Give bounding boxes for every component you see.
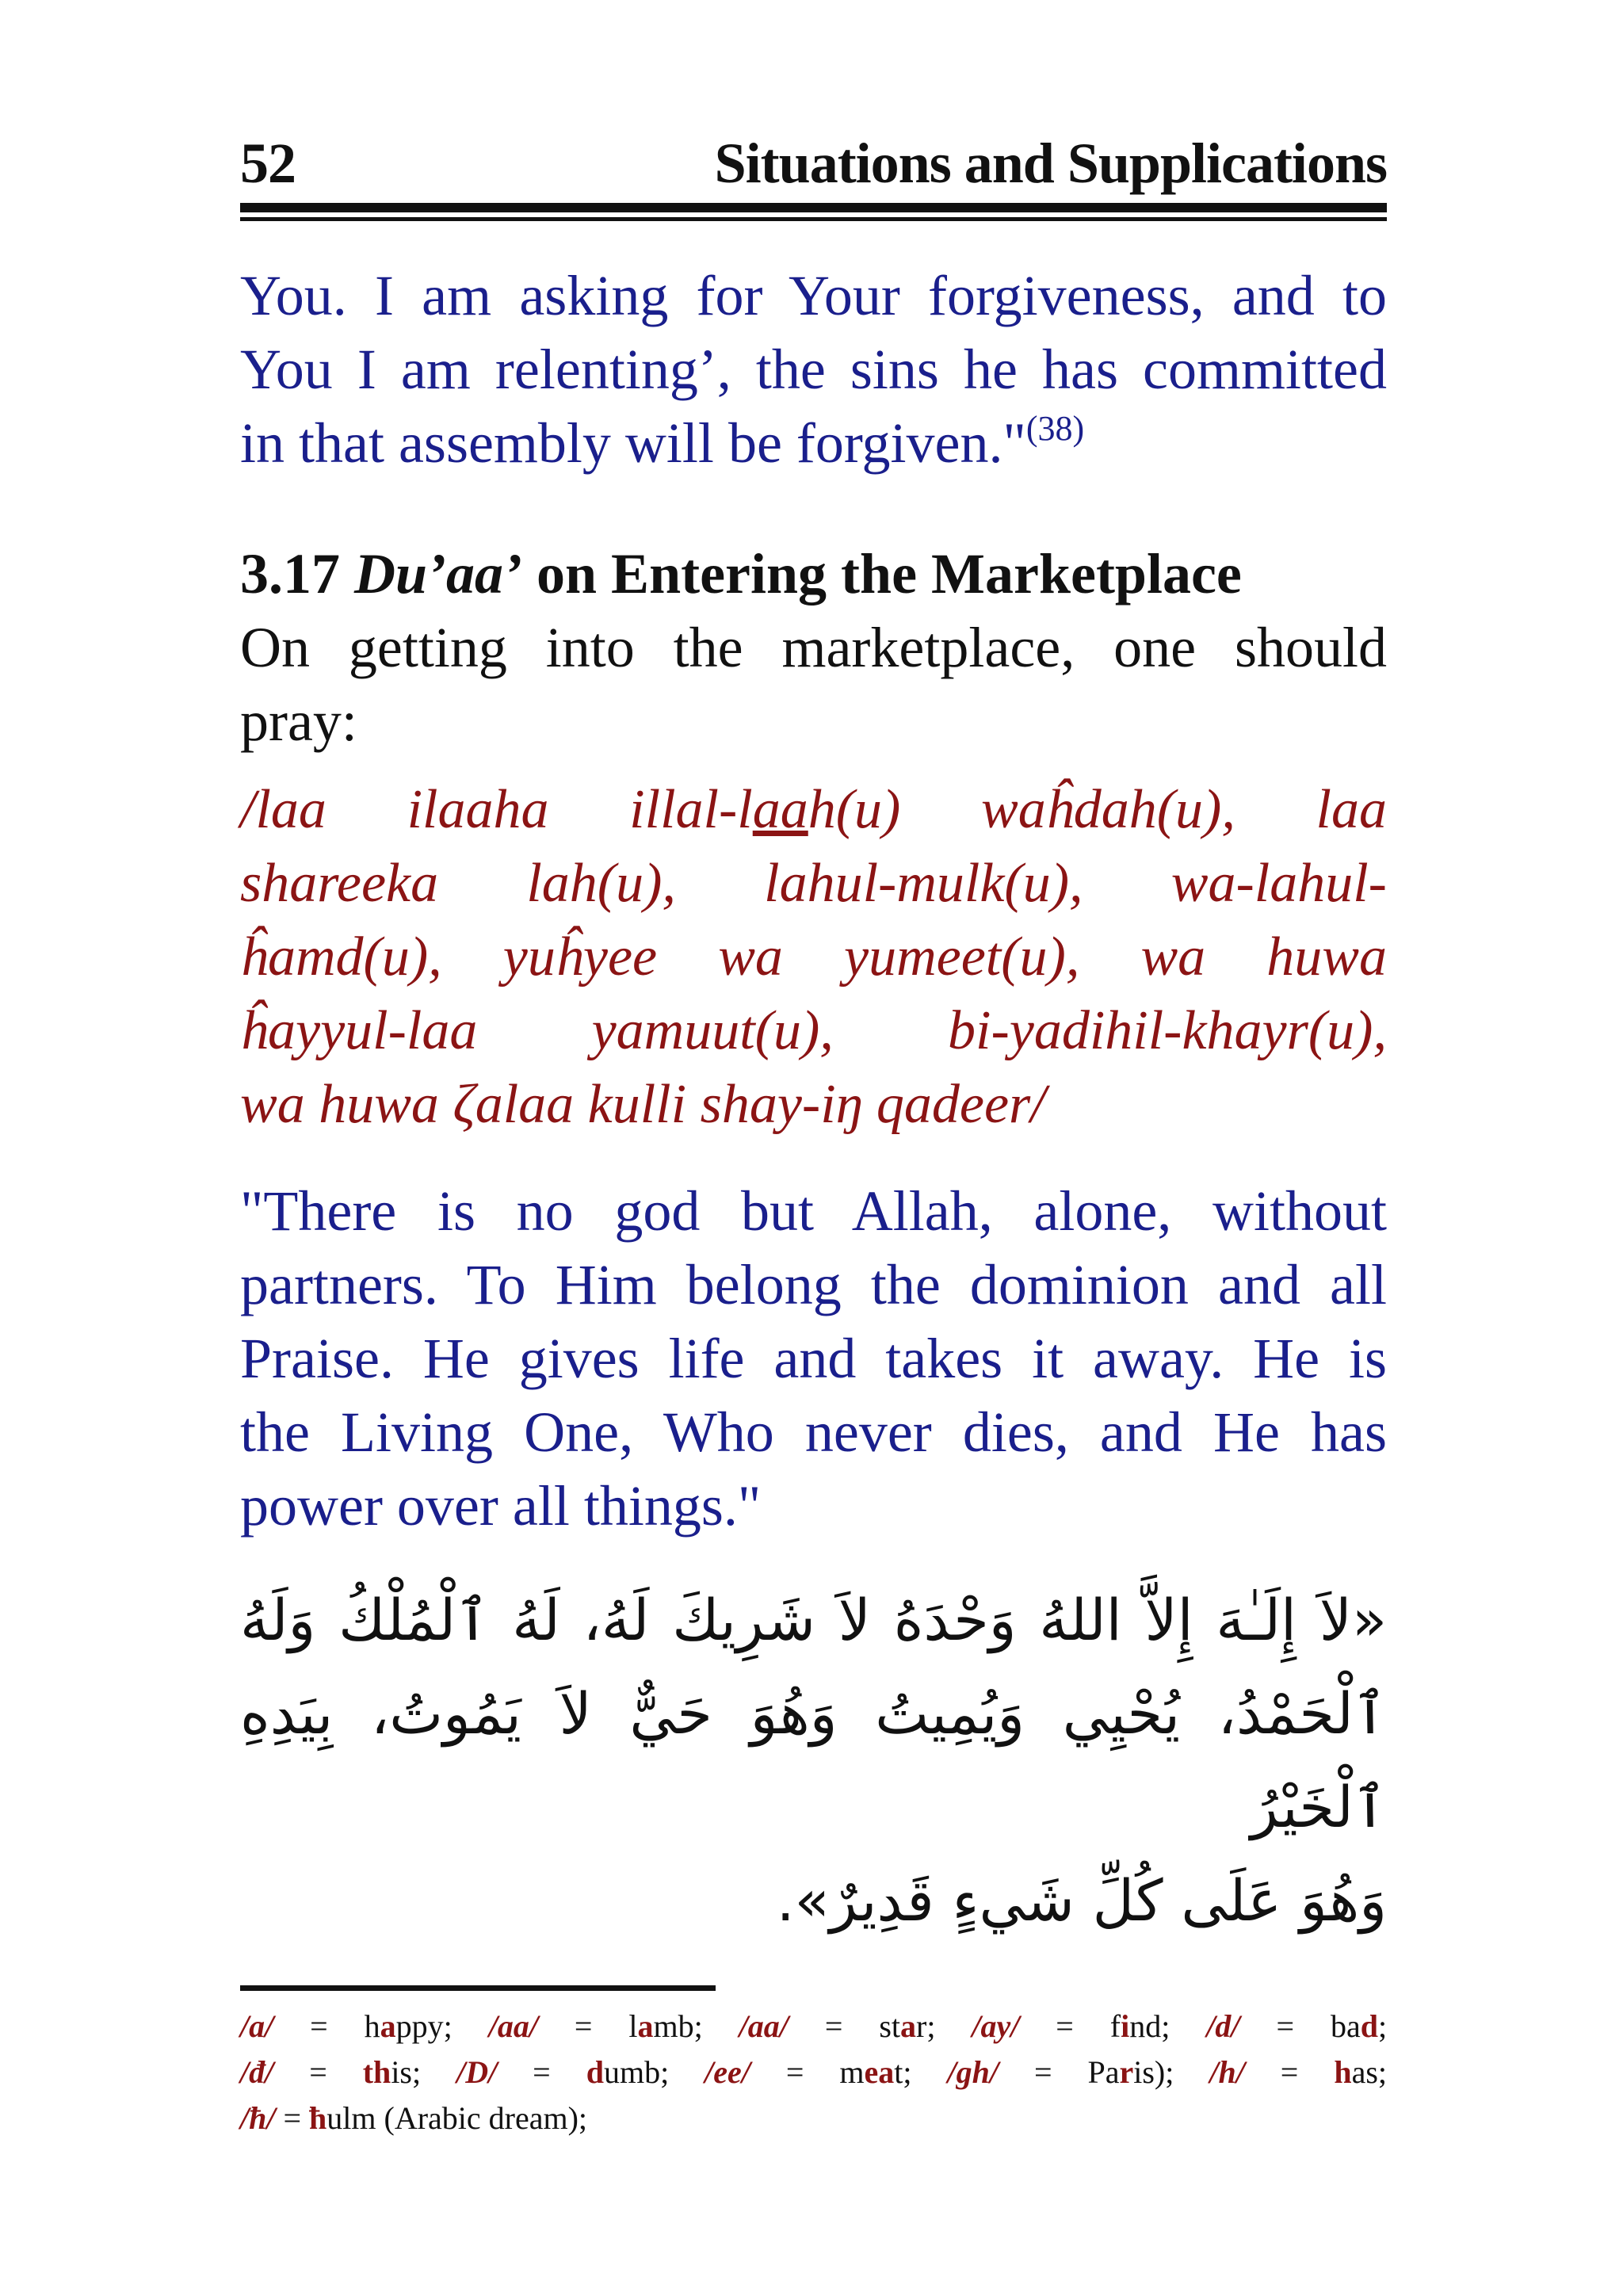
phoneme-symbol: /ħ/ [240,2100,276,2136]
pronunciation-key-entry [489,2008,703,2044]
pronunciation-key-entry [1209,2054,1387,2090]
transliteration-line: /laa ilaaha illal-laah(u) waĥdah(u), laa [240,779,1387,840]
equals-sign: = [998,2054,1088,2090]
equals-sign: = [273,2054,363,2090]
phoneme-symbol: /ay/ [972,2008,1020,2044]
equals-sign: = [275,2100,310,2136]
transliteration-block [240,773,1387,1141]
section-title: on Entering the Marketplace [537,542,1242,606]
header-rule-thin [240,217,1387,221]
section-heading [240,537,1387,611]
translation-line: Praise. He gives life and takes it away. He is [240,1327,1387,1390]
example-word: has; [1334,2054,1387,2090]
page-number: 52 [240,132,296,195]
intro-line: pray: [240,690,357,753]
example-word: lamb; [628,2008,703,2044]
equals-sign: = [497,2054,586,2090]
paragraph-line: You I am relenting’, the sins he has committed [240,338,1387,401]
translation-line: "There is no god but Allah, alone, without [240,1179,1387,1243]
transliteration-line: wa huwa ζalaa kulli shay-iŋ qadeer/ [240,1074,1046,1135]
book-page [240,132,1388,2141]
transliteration-line: shareeka lah(u), lahul-mulk(u), wa-lahul- [240,853,1387,914]
footnote-line [240,2095,1387,2141]
pronunciation-key-entry [240,2008,453,2044]
phoneme-symbol: /D/ [456,2054,498,2090]
phoneme-symbol: /d/ [1206,2008,1240,2044]
intro-line: On getting into the marketplace, one should [240,616,1387,679]
pronunciation-key-entry [1206,2008,1387,2044]
equals-sign: = [1239,2008,1331,2044]
running-header [240,132,1387,203]
equals-sign: = [1019,2008,1110,2044]
arabic-text-block [240,1573,1387,1947]
phoneme-symbol: /a/ [240,2008,274,2044]
example-word: star; [879,2008,936,2044]
phoneme-symbol: /gh/ [947,2054,999,2090]
example-word: meat; [839,2054,912,2090]
intro-paragraph [240,611,1387,758]
translation-line: power over all things." [240,1474,762,1538]
arabic-line: وَهُوَ عَلَى كُلِّ شَيءٍ قَدِيرٌ». [776,1867,1387,1934]
pronunciation-key-entry [947,2054,1174,2090]
equals-sign: = [1244,2054,1335,2090]
example-word: dumb; [586,2054,670,2090]
arabic-line: ٱلْحَمْدُ، يُحْيِي وَيُمِيتُ وَهُوَ حَيٌّ لاَ يَمُوتُ، بِيَدِهِ ٱلْخَيْرُ [240,1680,1387,1840]
phoneme-symbol: /aa/ [488,2008,538,2044]
transliteration-line: ĥayyul-laa yamuut(u), bi-yadihil-khayr(u), [240,1000,1387,1061]
phoneme-symbol: /đ/ [240,2054,274,2090]
equals-sign: = [788,2008,880,2044]
footnote-line [240,2050,1387,2095]
paragraph-line: in that assembly will be forgiven."$^{(38)}$ [240,409,1085,475]
pronunciation-key-entry [705,2054,911,2090]
pronunciation-key-entry [456,2054,669,2090]
paragraph-line: You. I am asking for Your forgiveness, and to [240,264,1387,327]
equals-sign: = [273,2008,365,2044]
equals-sign: = [537,2008,629,2044]
example-word: Paris); [1087,2054,1174,2090]
pronunciation-key-entry [972,2008,1170,2044]
translation-block [240,1175,1387,1543]
footnote-reference[interactable]: (38) [1025,409,1085,448]
phoneme-symbol: /h/ [1209,2054,1245,2090]
pronunciation-key-entry [240,2100,587,2136]
phoneme-symbol: /ee/ [705,2054,750,2090]
translation-line: partners. To Him belong the dominion and all [240,1253,1387,1316]
example-word: bad; [1330,2008,1388,2044]
pronunciation-key-entry [240,2054,421,2090]
example-word: find; [1109,2008,1170,2044]
section-title-italic: Du’aa’ [354,542,522,606]
footnote-line [240,2004,1387,2050]
equals-sign: = [750,2054,840,2090]
example-word: happy; [364,2008,453,2044]
footnotes [240,2004,1387,2141]
continued-paragraph [240,259,1387,480]
running-title: Situations and Supplications [714,132,1387,195]
pronunciation-key-entry [739,2008,936,2044]
example-word: this; [362,2054,422,2090]
header-rule-thick [240,203,1387,212]
example-word: ħulm (Arabic dream); [309,2100,588,2136]
footnote-rule [240,1985,716,1991]
section-number: 3.17 [240,542,340,606]
arabic-line: «لاَ إِلَـٰهَ إِلاَّ اللهُ وَحْدَهُ لاَ شَرِيكَ لَهُ، لَهُ ٱلْمُلْكُ وَلَهُ [240,1587,1387,1653]
phoneme-symbol: /aa/ [739,2008,789,2044]
translation-line: the Living One, Who never dies, and He has [240,1400,1387,1464]
transliteration-line: ĥamd(u), yuĥyee wa yumeet(u), wa huwa [240,926,1387,988]
